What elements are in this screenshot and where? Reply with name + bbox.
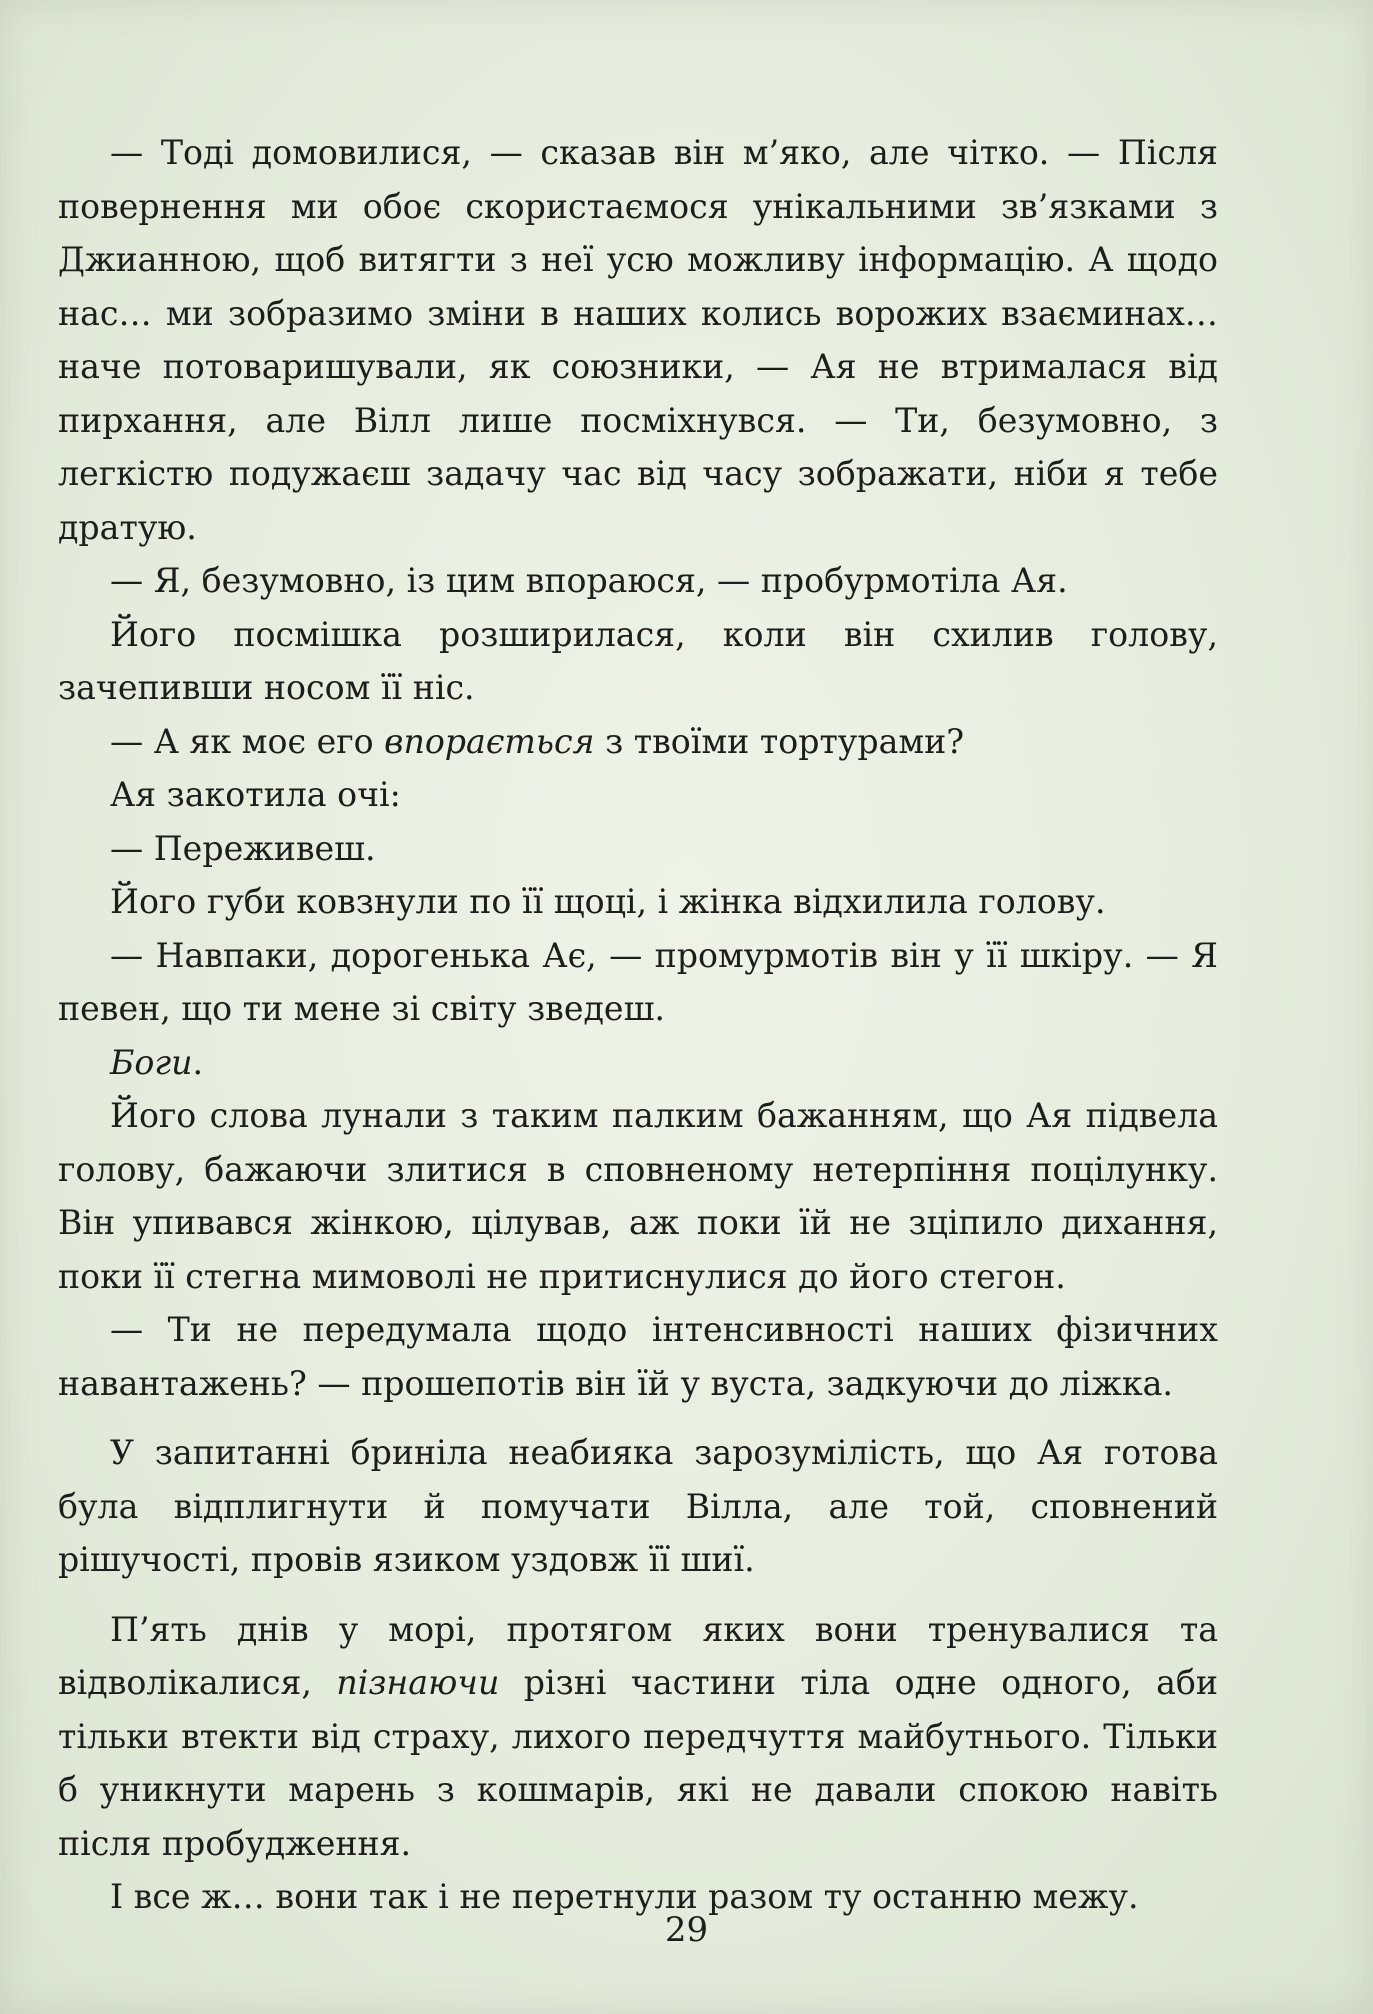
paragraph-2 xyxy=(58,554,1218,608)
paragraph-5 xyxy=(58,768,1218,822)
book-page-text xyxy=(58,126,1218,1924)
text-run: Його посмішка розширилася, коли він схилив голову, зачепивши носом її ніс. xyxy=(58,614,1218,707)
paragraph-11 xyxy=(58,1303,1218,1410)
text-run: У запитанні бриніла неабияка зарозумілість, що Ая готова була відплигнути й помучати Вілла, але той, сповнений рішучості, провів язиком уздовж її шиї. xyxy=(58,1433,1218,1579)
paragraph-12 xyxy=(58,1426,1218,1587)
text-run: І все ж… вони так і не перетнули разом ту останню межу. xyxy=(110,1877,1139,1916)
text-run: — Навпаки, дорогенька Ає, — промурмотів він у її шкіру. — Я певен, що ти мене зі світу зведеш. xyxy=(58,935,1218,1028)
text-run: — А як моє его xyxy=(110,721,385,761)
text-run: з твоїми тортурами? xyxy=(594,721,965,761)
text-run: П’ять днів у морі, протягом яких вони тренувалися та відволікалися, xyxy=(58,1609,1218,1702)
paragraph-10 xyxy=(58,1089,1218,1303)
text-run: — Я, безумовно, із цим впораюся, — пробурмотіла Ая. xyxy=(110,561,1068,600)
paragraph-3 xyxy=(58,608,1218,715)
text-run: . xyxy=(192,1042,204,1082)
paragraph-8 xyxy=(58,929,1218,1036)
paragraph-9 xyxy=(58,1036,1218,1090)
text-run: — Ти не передумала щодо інтенсивності наших фізичних навантажень? — прошепотів він їй у вуста, задкуючи до ліжка. xyxy=(58,1310,1218,1403)
text-run: Ая закотила очі: xyxy=(110,775,401,814)
italic-text-run: Боги xyxy=(110,1042,193,1082)
page-number: 29 xyxy=(664,1910,709,1950)
paragraph-6 xyxy=(58,822,1218,876)
text-run: Його губи ковзнули по її щоці, і жінка відхилила голову. xyxy=(110,882,1106,921)
text-run: — Переживеш. xyxy=(110,828,376,868)
text-run: різні частини тіла одне одного, аби тільки втекти від страху, лихого передчуття майбутнього. Тільки б уникнути марень з кошмарів, які не давали спокою навіть після пробудження. xyxy=(58,1663,1219,1863)
paragraph-4 xyxy=(58,715,1218,769)
paragraph-1 xyxy=(58,126,1218,554)
italic-text-run: впорається xyxy=(384,721,595,761)
paragraph-13 xyxy=(58,1603,1218,1871)
text-run: — Тоді домовилися, — сказав він м’яко, але чітко. — Після повернення ми обоє скористаємося унікальними зв’язками з Джианною, щоб витягти з неї усю можливу інформацію. А щодо нас… ми зобразимо зміни в наших колись ворожих взаєминах… наче потоваришували, як союзники, — Ая не втрималася від пирхання, але Вілл лише посміхнувся. — Ти, безумовно, з легкістю подужаєш задачу час від часу зображати, ніби я тебе дратую. xyxy=(58,133,1218,547)
text-run: Його слова лунали з таким палким бажанням, що Ая підвела голову, бажаючи злитися в сповненому нетерпіння поцілунку. Він упивався жінкою, цілував, аж поки їй не зціпило дихання, поки її стегна мимоволі не притиснулися до його стегон. xyxy=(58,1096,1218,1296)
italic-text-run: пізнаючи xyxy=(336,1663,500,1702)
paragraph-7 xyxy=(58,875,1218,929)
